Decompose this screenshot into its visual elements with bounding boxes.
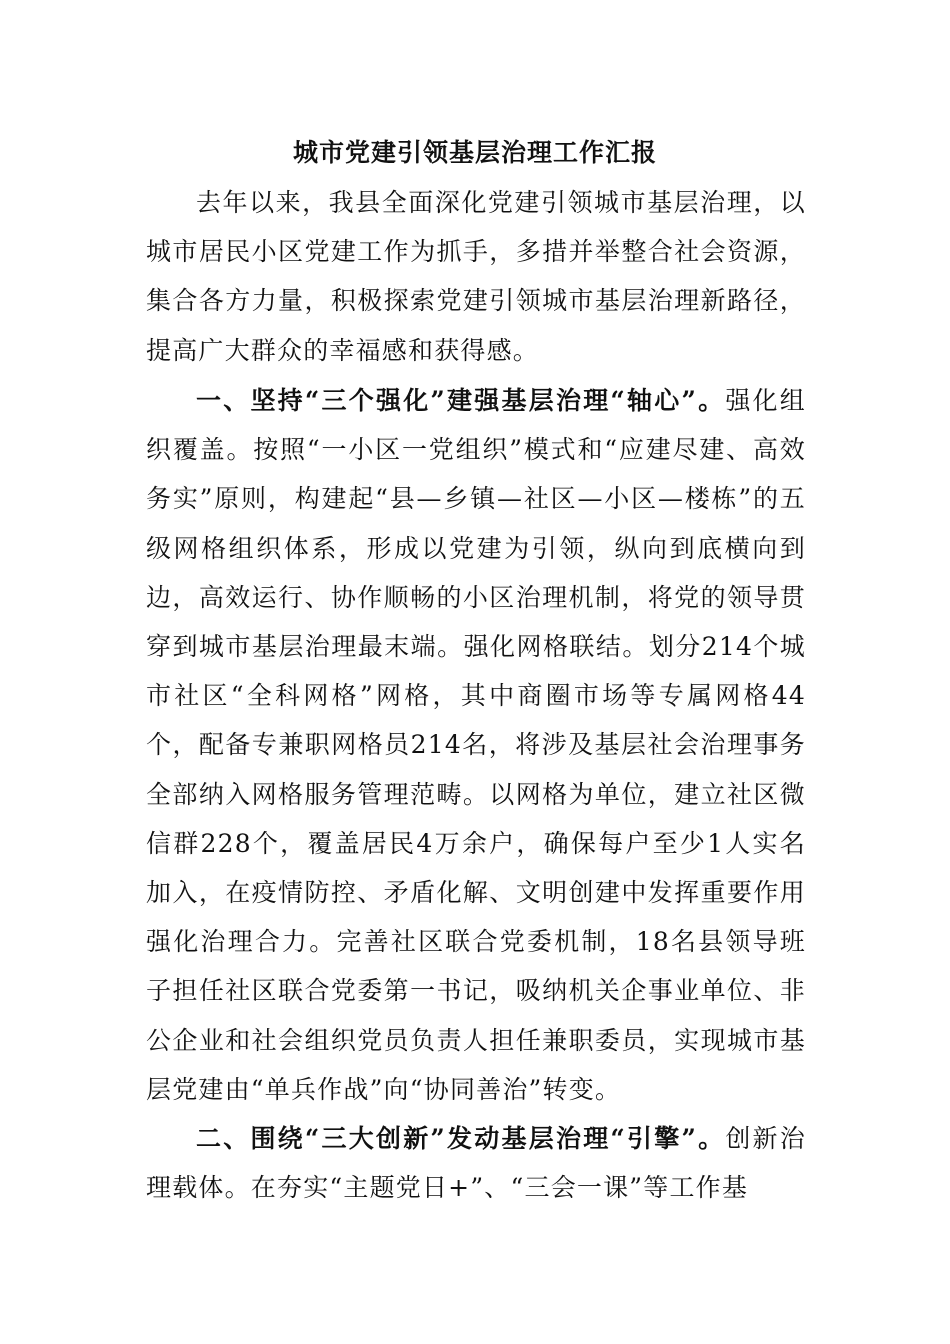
section-1-body: 强化组织覆盖。按照“一小区一党组织”模式和“应建尽建、高效务实”原则，构建起“县—乡镇—社区—小区—楼栋”的五级网格组织体系，形成以党建为引领，纵向到底横向到边，高效运行、协作顺畅的小区治理机制，将党的领导贯穿到城市基层治理最末端。强化网格联结。划分214个城市社区“全科网格”网格，其中商圈市场等专属网格44个，配备专兼职网格员214名，将涉及基层社会治理事务全部纳入网格服务管理范畴。以网格为单位，建立社区微信群228个，覆盖居民4万余户，确保每户至少1人实名加入，在疫情防控、矛盾化解、文明创建中发挥重要作用强化治理合力。完善社区联合党委机制，18名县领导班子担任社区联合党委第一书记，吸纳机关企事业单位、非公企业和社会组织党员负责人担任兼职委员，实现城市基层党建由“单兵作战”向“协同善治”转变。 [146, 386, 806, 1104]
section-1-heading: 一、坚持“三个强化”建强基层治理“轴心”。 [196, 386, 726, 415]
intro-paragraph: 去年以来，我县全面深化党建引领城市基层治理，以城市居民小区党建工作为抓手，多措并举整合社会资源，集合各方力量，积极探索党建引领城市基层治理新路径，提高广大群众的幸福感和获得感。 [146, 188, 806, 365]
section-2-heading: 二、围绕“三大创新”发动基层治理“引擎”。 [196, 1124, 726, 1153]
section-2-paragraph [146, 1114, 806, 1212]
document-title: 城市党建引领基层治理工作汇报 [292, 138, 657, 167]
section-2-body: 创新治理载体。在夯实“主题党日+”、“三会一课”等工作基 [146, 1124, 806, 1203]
section-1-paragraph [146, 376, 806, 1114]
